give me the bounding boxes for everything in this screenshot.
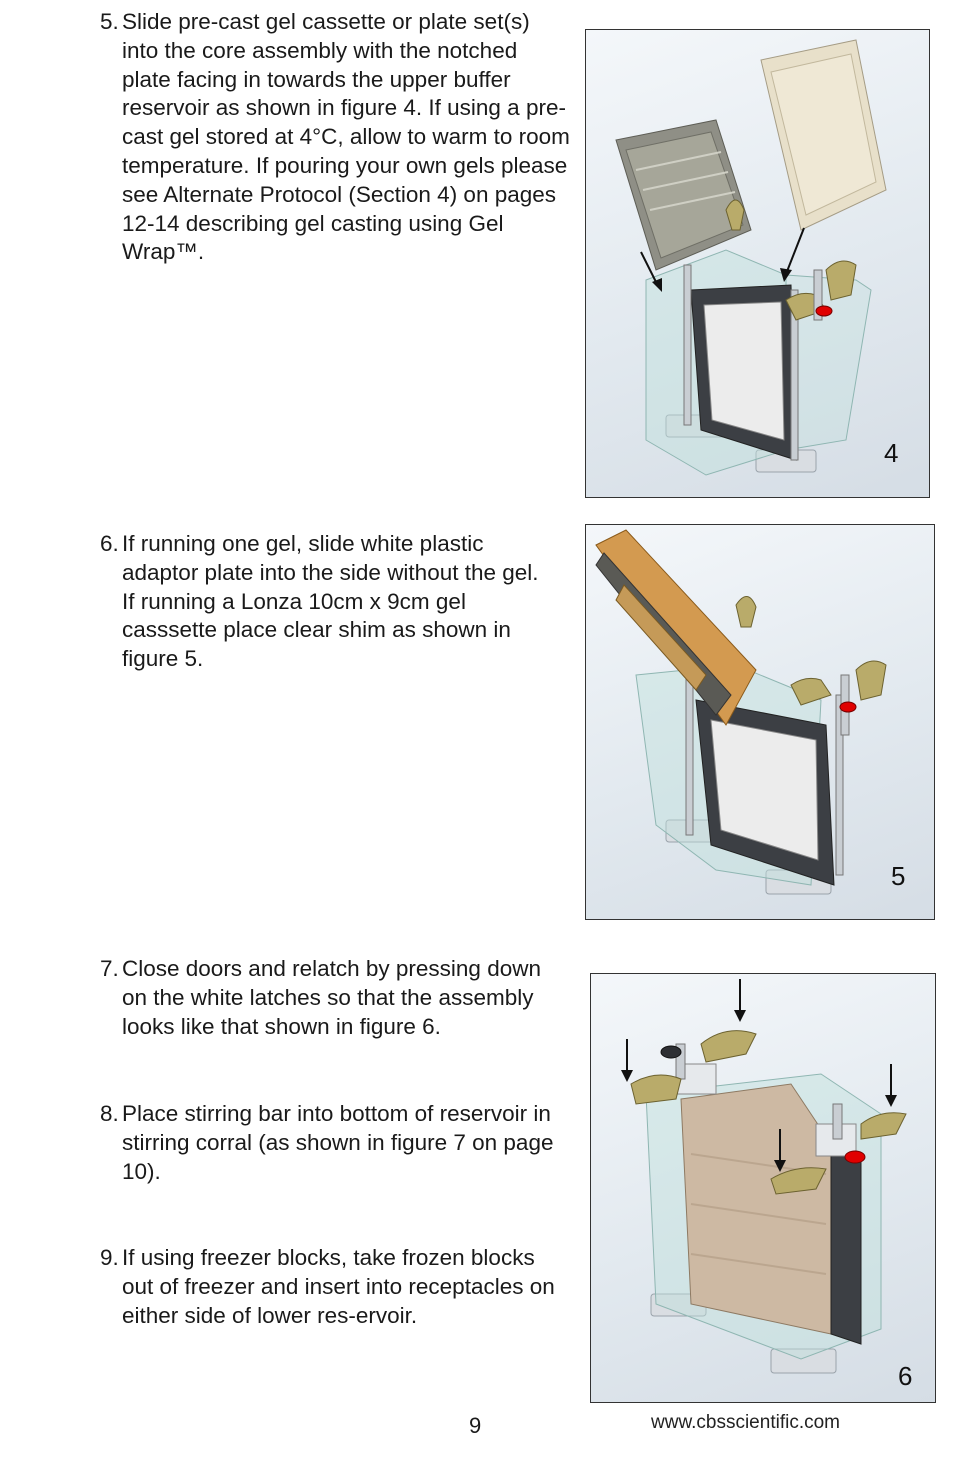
website-url: www.cbsscientific.com: [651, 1412, 840, 1433]
figure-label: 6: [898, 1361, 913, 1391]
step-6: [100, 530, 550, 674]
figure-label: 5: [891, 861, 906, 891]
figure-4-illustration: [585, 29, 930, 498]
step-text: Place stirring bar into bottom of reservoir in stirring corral (as shown in figure 7 on page 10).: [122, 1101, 554, 1184]
gel-tank-closed-illustration: [591, 974, 935, 1402]
step-number: 6.: [100, 531, 119, 556]
figure-5-illustration: [585, 524, 935, 920]
step-7: [100, 955, 560, 1041]
step-number: 5.: [100, 9, 119, 34]
gel-tank-open-illustration: [586, 30, 929, 497]
step-text: If using freezer blocks, take frozen blocks out of freezer and insert into receptacles on either side of lower res-ervoir.: [122, 1245, 555, 1328]
step-number: 7.: [100, 956, 119, 981]
gel-tank-shim-illustration: [586, 525, 934, 919]
step-5: [100, 8, 570, 267]
step-8: [100, 1100, 570, 1186]
step-9: [100, 1244, 560, 1330]
figure-label: 4: [884, 438, 899, 468]
step-number: 9.: [100, 1245, 119, 1270]
step-text: If running one gel, slide white plastic adaptor plate into the side without the gel. If running a Lonza 10cm x 9cm gel casssette place clear shim as shown in figure 5.: [122, 531, 539, 672]
step-text: Close doors and relatch by pressing down on the white latches so that the assembly looks like that shown in figure 6.: [122, 956, 541, 1039]
figure-6-illustration: [590, 973, 936, 1403]
step-text: Slide pre-cast gel cassette or plate set(s) into the core assembly with the notched plate facing in towards the upper buffer reservoir as shown in figure 4. If using a pre-cast gel stored at 4°C, allow to warm to room temperature. If pouring your own gels please see Alternate Protocol (Section 4) on pages 12-14 describing gel casting using Gel Wrap™.: [122, 9, 570, 265]
page-number: 9: [469, 1413, 482, 1438]
step-number: 8.: [100, 1101, 119, 1126]
